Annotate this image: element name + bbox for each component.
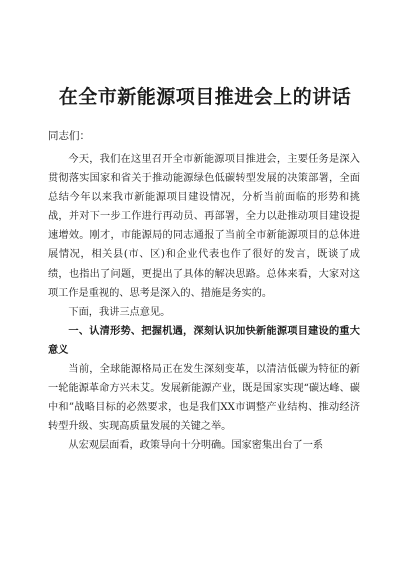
paragraph-policy: 从宏观层面看，政策导向十分明确。国家密集出台了一系 <box>68 440 324 452</box>
section-heading: 一、认清形势、把握机遇，深刻认识加快新能源项目建设的重大意义 <box>48 325 360 356</box>
paragraph-intro-points: 下面，我讲三点意见。 <box>68 306 171 318</box>
paragraph-opening: 今天，我们在这里召开全市新能源项目推进会，主要任务是深入贯彻落实国家和省关于推动能源绿色低碳转型发展的决策部署，全面总结今年以来我市新能源项目建设情况，分析当前面临的形势和挑战，并对下一步工作进行再动员、再部署，全力以赴推动项目建设提速增效。刚才，市能源局的同志通报了当前全市新能源项目的总体进展情况，相关县(市、区)和企业代表也作了很好的发言，既谈了成绩，也指出了问题，更提出了具体的解决思路。总体来看，大家对这项工作是重视的、思考是深入的、措施是务实的。 <box>48 154 360 299</box>
salutation: 同志们： <box>48 130 90 142</box>
document-body <box>48 150 360 456</box>
paragraph-context: 当前，全球能源格局正在发生深刻变革，以清洁低碳为特征的新一轮能源革命方兴未艾。发展新能源产业，既是国家实现“碳达峰、碳中和”战略目标的必然要求，也是我们XX市调整产业结构、推动经济转型升级、实现高质量发展的关键之举。 <box>48 364 360 433</box>
document-title: 在全市新能源项目推进会上的讲话 <box>58 86 352 108</box>
